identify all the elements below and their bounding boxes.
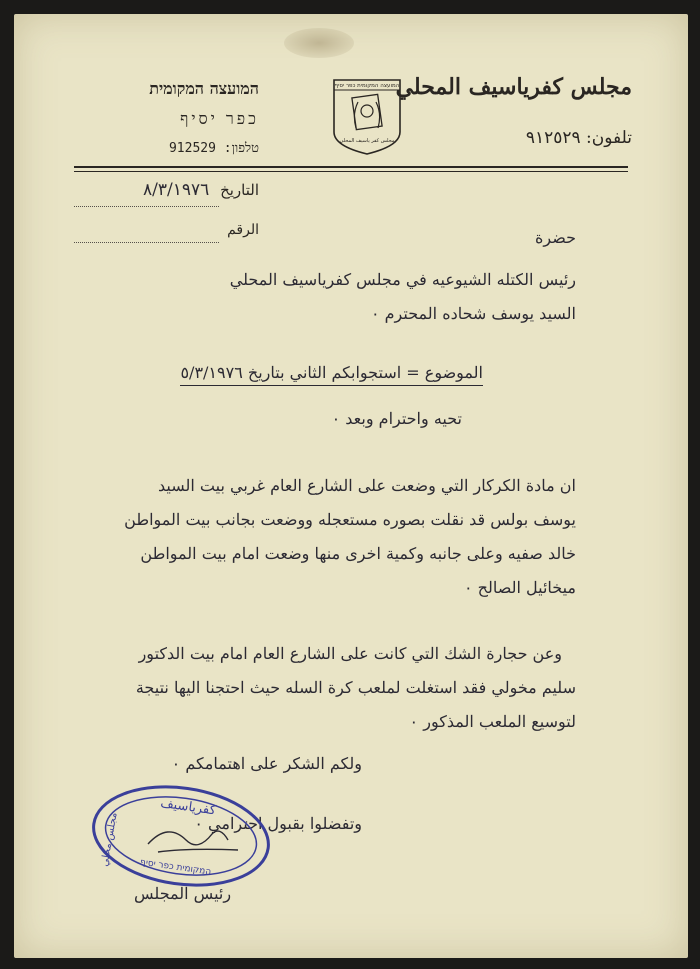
date-label: التاريخ	[220, 181, 259, 199]
paragraph-2-line-1: وعن حجارة الشك التي كانت على الشارع العام امام بيت الدكتور	[138, 644, 562, 663]
council-stamp	[88, 782, 274, 890]
paragraph-1-line-3: خالد صفيه وعلى جانبه وكمية اخرى منها وضعت امام بيت المواطن	[140, 544, 576, 563]
recipient-line-1: رئيس الكتله الشيوعيه في مجلس كفرياسيف المحلي	[229, 270, 576, 289]
hebrew-town-name: כפר יסיף	[180, 109, 259, 128]
paper-stain	[284, 28, 354, 58]
closing-line: وتفضلوا بقبول احترامي ٠	[194, 814, 362, 833]
recipient-line-2: السيد يوسف شحاده المحترم ٠	[370, 304, 576, 323]
stamp-bottom-text: המקומית כפר יסיף	[139, 857, 212, 878]
arabic-council-title: مجلس كفرياسيف المحلي	[395, 74, 632, 100]
stamp-top-text: كفرياسيف	[159, 795, 217, 819]
paragraph-2-line-3: لتوسيع الملعب المذكور ٠	[409, 712, 576, 731]
greeting: تحيه واحترام وبعد ٠	[331, 409, 462, 428]
date-dotted-line	[74, 206, 219, 207]
signatory-title: رئيس المجلس	[134, 884, 232, 903]
hebrew-council-title: המועצה המקומית	[149, 79, 259, 98]
handwritten-signature	[148, 831, 238, 852]
date-field	[74, 180, 259, 200]
paragraph-2-line-2: سليم مخولي فقد استغلت لملعب كرة السله حيث احتجنا اليها نتيجة	[135, 678, 576, 697]
emblem-top-text: המועצה המקומית כפר יסיף	[334, 83, 400, 89]
header-rule-thick	[74, 166, 628, 168]
salutation: حضرة	[535, 228, 576, 247]
paragraph-1-line-4: ميخائيل الصالح ٠	[463, 578, 576, 597]
hebrew-phone: טלפון: 912529	[168, 141, 259, 156]
number-dotted-line	[74, 242, 219, 243]
paragraph-1-line-1: ان مادة الكركار التي وضعت على الشارع العام غربي بيت السيد	[158, 476, 576, 495]
emblem-footer-text: مجلس كفر ياسيف المحلي	[339, 138, 395, 144]
arabic-phone: تلفون: ٩١٢٥٢٩	[525, 128, 632, 148]
council-emblem-icon	[330, 74, 404, 156]
date-value: ٨/٣/١٩٧٦	[143, 180, 210, 200]
paragraph-1-line-2: يوسف بولس قد نقلت بصوره مستعجله ووضعت بجانب بيت المواطن	[124, 510, 576, 529]
stamp-side-text: مجلس محلي	[99, 811, 120, 868]
subject-line: الموضوع = استجوابكم الثاني بتاريخ ٥/٣/١٩٧٦	[180, 363, 483, 386]
number-label: الرقم	[227, 222, 259, 238]
thanks-line: ولكم الشكر على اهتمامكم ٠	[171, 754, 362, 773]
header-rule-thin	[74, 171, 628, 172]
letter-paper	[14, 14, 688, 958]
